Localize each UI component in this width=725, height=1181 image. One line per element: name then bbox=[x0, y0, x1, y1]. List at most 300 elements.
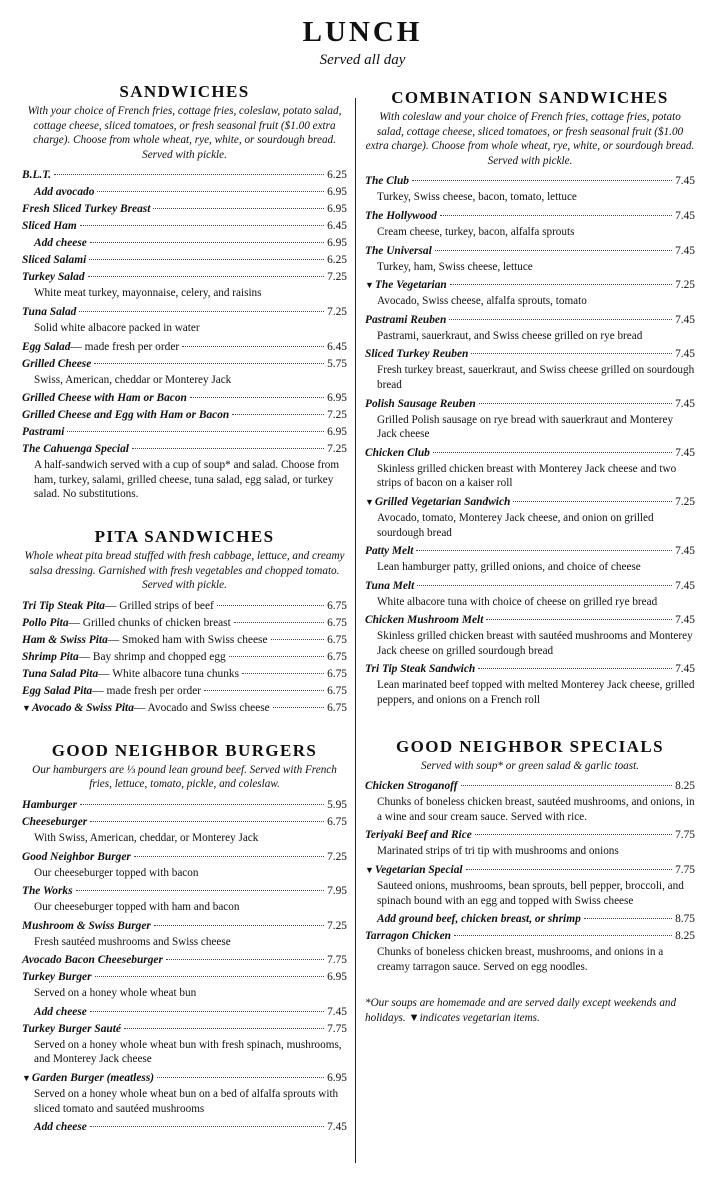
section-title: GOOD NEIGHBOR SPECIALS bbox=[396, 736, 664, 756]
menu-item-price: 7.45 bbox=[675, 348, 695, 361]
menu-item-row bbox=[365, 862, 695, 879]
dot-leader bbox=[97, 191, 324, 192]
menu-item-row bbox=[365, 494, 695, 511]
menu-item-description: Grilled Polish sausage on rye bread with sauerkraut and Monterey Jack cheese bbox=[377, 413, 674, 441]
item-list bbox=[22, 167, 347, 502]
menu-item-row bbox=[22, 269, 347, 286]
menu-item-price: 6.75 bbox=[327, 599, 347, 612]
dot-leader bbox=[416, 550, 672, 551]
menu-item-price: 6.95 bbox=[327, 203, 347, 216]
menu-item-row bbox=[22, 969, 347, 986]
menu-item-name: Shrimp Pita bbox=[22, 650, 79, 663]
dot-leader bbox=[67, 431, 324, 432]
menu-item bbox=[365, 543, 695, 575]
vegetarian-icon: ▼ bbox=[365, 865, 374, 876]
menu-item-row bbox=[22, 407, 347, 424]
dot-leader bbox=[450, 284, 672, 285]
menu-item-row bbox=[22, 252, 347, 269]
menu-item-row bbox=[22, 700, 347, 717]
dot-leader bbox=[166, 959, 324, 960]
menu-item bbox=[365, 243, 695, 275]
menu-item-name: Tarragon Chicken bbox=[365, 930, 451, 943]
dot-leader bbox=[584, 918, 672, 919]
menu-item-name: Turkey Burger bbox=[22, 971, 92, 984]
menu-item-name: The Vegetarian bbox=[374, 279, 447, 292]
menu-item-price: 7.45 bbox=[675, 175, 695, 188]
menu-item-price: 7.75 bbox=[675, 829, 695, 842]
menu-item-row bbox=[22, 218, 347, 235]
menu-item-row bbox=[365, 928, 695, 945]
menu-item bbox=[22, 441, 347, 502]
menu-item-row bbox=[365, 277, 695, 294]
menu-item-price: 6.75 bbox=[327, 667, 347, 680]
dot-leader bbox=[271, 639, 325, 640]
menu-item-price: 5.95 bbox=[327, 798, 347, 811]
dot-leader bbox=[90, 1126, 324, 1127]
menu-item-price: 6.25 bbox=[327, 254, 347, 267]
menu-item-name: Avocado & Swiss Pita bbox=[31, 701, 134, 714]
menu-item-price: 7.75 bbox=[327, 954, 347, 967]
menu-item-name: Grilled Vegetarian Sandwich bbox=[374, 495, 511, 508]
dot-leader bbox=[232, 414, 324, 415]
menu-item bbox=[22, 356, 347, 388]
menu-item-name: Grilled Cheese and Egg with Ham or Bacon bbox=[22, 409, 230, 422]
menu-item-name: Chicken Stroganoff bbox=[365, 780, 458, 793]
right-column bbox=[365, 88, 695, 1026]
menu-item bbox=[365, 277, 695, 309]
menu-item-row bbox=[22, 235, 347, 252]
menu-item-description: Lean hamburger patty, grilled onions, and choice of cheese bbox=[377, 561, 641, 574]
menu-item-row bbox=[22, 918, 347, 935]
menu-item-row bbox=[22, 1004, 347, 1021]
menu-item bbox=[22, 269, 347, 301]
menu-item-name: Garden Burger (meatless) bbox=[31, 1072, 155, 1085]
dot-leader bbox=[454, 935, 672, 936]
menu-item-price: 7.75 bbox=[675, 864, 695, 877]
dot-leader bbox=[461, 785, 673, 786]
menu-item-name: Sliced Salami bbox=[22, 254, 87, 267]
menu-item bbox=[365, 173, 695, 205]
menu-item-description: Served on a honey whole wheat bun bbox=[34, 987, 197, 1000]
menu-item-name: Chicken Mushroom Melt bbox=[365, 614, 484, 627]
menu-item-price: 6.25 bbox=[327, 169, 347, 182]
menu-item-description: Served on a honey whole wheat bun with fresh spinach, mushrooms, and Monterey Jack cheese bbox=[34, 1038, 342, 1066]
section-title: COMBINATION SANDWICHES bbox=[391, 88, 669, 107]
menu-item-row bbox=[22, 883, 347, 900]
menu-item-name: Teriyaki Beef and Rice bbox=[365, 829, 472, 842]
dot-leader bbox=[475, 834, 672, 835]
dot-leader bbox=[80, 804, 324, 805]
menu-item-name: B.L.T. bbox=[22, 169, 52, 182]
menu-item-price: 6.75 bbox=[327, 701, 347, 714]
menu-item-description: Lean marinated beef topped with melted Monterey Jack cheese, grilled peppers, and onions on a French roll bbox=[377, 679, 695, 707]
menu-item-description: A half-sandwich served with a cup of soup* and salad. Choose from ham, turkey, salami, grilled cheese, tuna salad, egg salad, or turkey salad. No substitutions. bbox=[34, 459, 340, 501]
menu-item-price: 7.75 bbox=[327, 1022, 347, 1035]
menu-item-name: The Cahuenga Special bbox=[22, 443, 129, 456]
menu-item-name: Pollo Pita bbox=[22, 616, 69, 629]
menu-item-price: 7.45 bbox=[675, 397, 695, 410]
menu-item-name: Chicken Club bbox=[365, 446, 430, 459]
menu-item bbox=[22, 1119, 347, 1136]
menu-item-row bbox=[22, 952, 347, 969]
menu-item-row bbox=[365, 312, 695, 329]
menu-item-row bbox=[22, 649, 347, 666]
dot-leader bbox=[134, 856, 324, 857]
dot-leader bbox=[76, 890, 325, 891]
menu-item-name: Tri Tip Steak Sandwich bbox=[365, 663, 476, 676]
menu-item-price: 8.25 bbox=[675, 930, 695, 943]
dot-leader bbox=[88, 276, 325, 277]
menu-item-note: — Smoked ham with Swiss cheese bbox=[107, 633, 268, 646]
item-list bbox=[365, 173, 695, 707]
section-title: SANDWICHES bbox=[119, 82, 250, 101]
section-description: Served with soup* or green salad & garlic toast. bbox=[420, 759, 640, 772]
menu-item bbox=[22, 235, 347, 252]
section-description: Whole wheat pita bread stuffed with fresh cabbage, lettuce, and creamy salsa dressing. Garnished with fresh vegetables and chopped tomato. Served with pickle. bbox=[24, 549, 345, 592]
dot-leader bbox=[479, 403, 672, 404]
menu-item-row bbox=[22, 797, 347, 814]
vegetarian-icon: ▼ bbox=[22, 702, 31, 713]
menu-item-name: The Club bbox=[365, 175, 409, 188]
menu-item-description: Served on a honey whole wheat bun on a bed of alfalfa sprouts with sliced tomato and sautéed mushrooms bbox=[34, 1088, 339, 1115]
menu-item bbox=[22, 814, 347, 846]
menu-item-note: — made fresh per order bbox=[92, 684, 202, 697]
menu-item-row bbox=[22, 304, 347, 321]
menu-item-price: 6.95 bbox=[327, 186, 347, 199]
dot-leader bbox=[273, 707, 324, 708]
menu-item-name: Polish Sausage Reuben bbox=[365, 397, 476, 410]
menu-item-description: White albacore tuna with choice of cheese on grilled rye bread bbox=[377, 595, 658, 608]
vegetarian-icon: ▼ bbox=[365, 280, 374, 291]
menu-item-name: Tuna Melt bbox=[365, 579, 415, 592]
menu-item-description: Our cheeseburger topped with ham and bacon bbox=[34, 901, 240, 914]
menu-item-row bbox=[22, 598, 347, 615]
dot-leader bbox=[433, 452, 672, 453]
menu-item bbox=[22, 598, 347, 615]
menu-item-price: 7.25 bbox=[327, 271, 347, 284]
menu-item-price: 7.45 bbox=[327, 1005, 347, 1018]
vegetarian-icon: ▼ bbox=[22, 1073, 31, 1084]
menu-item-name: Add cheese bbox=[34, 1005, 87, 1018]
menu-item-name: Add cheese bbox=[34, 1121, 87, 1134]
dot-leader bbox=[90, 1011, 324, 1012]
menu-item-row bbox=[22, 167, 347, 184]
menu-item bbox=[22, 1070, 347, 1116]
menu-item-price: 8.25 bbox=[675, 780, 695, 793]
menu-item-row bbox=[365, 827, 695, 844]
menu-item-name: Pastrami Reuben bbox=[365, 313, 447, 326]
menu-item-description: Pastrami, sauerkraut, and Swiss cheese grilled on rye bread bbox=[377, 329, 643, 342]
menu-item-row bbox=[365, 578, 695, 595]
menu-item bbox=[365, 612, 695, 658]
menu-item bbox=[365, 346, 695, 392]
menu-item-name: Grilled Cheese bbox=[22, 357, 92, 370]
menu-item-description: Fresh sautéed mushrooms and Swiss cheese bbox=[34, 935, 231, 948]
menu-item-price: 6.75 bbox=[327, 650, 347, 663]
item-list bbox=[22, 598, 347, 717]
menu-item bbox=[22, 797, 347, 814]
menu-item-name: Sliced Turkey Reuben bbox=[365, 348, 469, 361]
menu-item bbox=[365, 778, 695, 824]
menu-item-description: Chunks of boneless chicken breast, sautéed mushrooms, and onions, in a wine and sour cream sauce. Served with rice. bbox=[377, 796, 695, 823]
menu-item-price: 6.75 bbox=[327, 684, 347, 697]
dot-leader bbox=[90, 242, 324, 243]
menu-item-row bbox=[22, 201, 347, 218]
menu-item-name: Ham & Swiss Pita bbox=[22, 633, 108, 646]
menu-item-description: Swiss, American, cheddar or Monterey Jack bbox=[34, 373, 232, 386]
menu-item-name: Tuna Salad bbox=[22, 305, 77, 318]
menu-item-description: Cream cheese, turkey, bacon, alfalfa sprouts bbox=[377, 225, 575, 238]
dot-leader bbox=[513, 501, 672, 502]
menu-item bbox=[22, 252, 347, 269]
dot-leader bbox=[478, 668, 672, 669]
menu-item-price: 6.95 bbox=[327, 1072, 347, 1085]
menu-item bbox=[22, 649, 347, 666]
menu-item-row bbox=[22, 1021, 347, 1038]
dot-leader bbox=[204, 690, 324, 691]
dot-leader bbox=[486, 619, 672, 620]
menu-item bbox=[365, 312, 695, 344]
menu-item bbox=[22, 969, 347, 1001]
menu-item-name: Egg Salad Pita bbox=[22, 684, 93, 697]
menu-item-name: Hamburger bbox=[22, 798, 78, 811]
menu-item-price: 7.45 bbox=[675, 446, 695, 459]
menu-item bbox=[22, 304, 347, 336]
menu-item bbox=[365, 578, 695, 610]
menu-item-row bbox=[22, 339, 347, 356]
menu-item-row bbox=[365, 911, 695, 928]
dot-leader bbox=[217, 605, 324, 606]
dot-leader bbox=[95, 976, 325, 977]
menu-item-price: 6.45 bbox=[327, 220, 347, 233]
menu-item-name: Turkey Burger Sauté bbox=[22, 1022, 121, 1035]
menu-item-description: Chunks of boneless chicken breast, mushrooms, and onions in a creamy tarragon sauce. Served on egg noodles. bbox=[377, 946, 664, 973]
dot-leader bbox=[234, 622, 324, 623]
section-title: GOOD NEIGHBOR BURGERS bbox=[51, 740, 318, 760]
section-description: With your choice of French fries, cottage fries, coleslaw, potato salad, cottage cheese, sliced tomatoes, or fresh seasonal fruit ($1.00 extra charge). Choose from whole wheat, rye, white, or sourdough bread. Served with pickle. bbox=[27, 105, 342, 161]
menu-item bbox=[22, 632, 347, 649]
menu-item-price: 7.25 bbox=[327, 850, 347, 863]
menu-item bbox=[22, 184, 347, 201]
menu-item-price: 6.95 bbox=[327, 237, 347, 250]
dot-leader bbox=[154, 925, 324, 926]
menu-item bbox=[22, 883, 347, 915]
menu-item-row bbox=[365, 346, 695, 363]
item-list bbox=[22, 797, 347, 1136]
menu-item-name: Mushroom & Swiss Burger bbox=[22, 919, 151, 932]
section-pita bbox=[22, 527, 347, 717]
menu-item-price: 7.45 bbox=[675, 614, 695, 627]
menu-item-description: Skinless grilled chicken breast with sautéed mushrooms and Monterey Jack cheese on grilled sourdough bread bbox=[377, 630, 693, 657]
menu-item-row bbox=[365, 208, 695, 225]
menu-item-note: — Grilled strips of beef bbox=[105, 599, 214, 612]
menu-item-row bbox=[22, 390, 347, 407]
menu-item bbox=[22, 339, 347, 356]
menu-item bbox=[22, 201, 347, 218]
menu-item bbox=[22, 666, 347, 683]
menu-item bbox=[365, 396, 695, 442]
menu-item-note: — Grilled chunks of chicken breast bbox=[68, 616, 231, 629]
menu-item-price: 6.75 bbox=[327, 633, 347, 646]
menu-item-price: 7.45 bbox=[675, 545, 695, 558]
menu-item-name: Pastrami bbox=[22, 426, 65, 439]
menu-item-row bbox=[22, 615, 347, 632]
column-divider bbox=[355, 98, 356, 1163]
dot-leader bbox=[124, 1028, 324, 1029]
vegetarian-icon: ▼ bbox=[365, 496, 374, 507]
dot-leader bbox=[190, 397, 324, 398]
menu-title: LUNCH bbox=[302, 16, 423, 48]
menu-item-row bbox=[22, 1119, 347, 1136]
menu-item-row bbox=[22, 683, 347, 700]
menu-item-price: 7.45 bbox=[675, 244, 695, 257]
dot-leader bbox=[417, 585, 672, 586]
menu-item bbox=[22, 1004, 347, 1021]
menu-item-price: 6.95 bbox=[327, 392, 347, 405]
menu-item-description: Turkey, ham, Swiss cheese, lettuce bbox=[377, 260, 533, 273]
menu-item-price: 6.75 bbox=[327, 616, 347, 629]
menu-item-row bbox=[365, 173, 695, 190]
menu-item-row bbox=[365, 778, 695, 795]
menu-item bbox=[365, 911, 695, 928]
menu-item-row bbox=[22, 356, 347, 373]
menu-item-price: 7.25 bbox=[675, 495, 695, 508]
section-specials bbox=[365, 737, 695, 975]
menu-item bbox=[22, 167, 347, 184]
footnote: *Our soups are homemade and are served daily except weekends and holidays. ▼indicates vegetarian items. bbox=[365, 997, 677, 1024]
section-burgers bbox=[22, 741, 347, 1137]
section-description: With coleslaw and your choice of French fries, cottage fries, potato salad, cottage cheese, sliced tomatoes, or fresh seasonal fruit ($1.00 extra charge). Choose from whole wheat, rye, white, or sourdough bread. Served with pickle. bbox=[365, 111, 695, 167]
menu-item bbox=[22, 407, 347, 424]
menu-item-name: Patty Melt bbox=[365, 545, 414, 558]
menu-item-row bbox=[22, 424, 347, 441]
menu-item-name: Sliced Ham bbox=[22, 220, 77, 233]
menu-item-price: 7.25 bbox=[327, 443, 347, 456]
menu-item-name: The Universal bbox=[365, 244, 432, 257]
menu-item-note: — Bay shrimp and chopped egg bbox=[78, 650, 226, 663]
menu-item bbox=[22, 849, 347, 881]
menu-item-row bbox=[365, 612, 695, 629]
menu-item-name: Fresh Sliced Turkey Breast bbox=[22, 203, 151, 216]
menu-item-description: White meat turkey, mayonnaise, celery, and raisins bbox=[34, 287, 262, 300]
menu-item-description: Avocado, Swiss cheese, alfalfa sprouts, tomato bbox=[377, 295, 587, 308]
dot-leader bbox=[89, 259, 324, 260]
dot-leader bbox=[471, 353, 672, 354]
dot-leader bbox=[94, 363, 324, 364]
menu-item-price: 7.45 bbox=[675, 313, 695, 326]
dot-leader bbox=[229, 656, 324, 657]
item-list bbox=[365, 778, 695, 974]
menu-item bbox=[22, 615, 347, 632]
menu-item-row bbox=[22, 632, 347, 649]
menu-item bbox=[365, 827, 695, 859]
menu-item-name: The Works bbox=[22, 885, 73, 898]
menu-item-note: — made fresh per order bbox=[70, 340, 180, 353]
menu-item bbox=[22, 218, 347, 235]
left-column bbox=[22, 82, 347, 1136]
section-description: Our hamburgers are ⅓ pound lean ground beef. Served with French fries, lettuce, tomato, pickle, and coleslaw. bbox=[32, 763, 337, 791]
menu-item bbox=[22, 424, 347, 441]
menu-item-price: 8.75 bbox=[675, 913, 695, 926]
menu-item-description: Marinated strips of tri tip with mushrooms and onions bbox=[377, 845, 619, 858]
menu-item-row bbox=[22, 849, 347, 866]
menu-item-price: 7.25 bbox=[675, 279, 695, 292]
menu-item bbox=[365, 928, 695, 974]
menu-item-description: With Swiss, American, cheddar, or Monterey Jack bbox=[34, 831, 259, 844]
menu-item-price: 7.25 bbox=[327, 919, 347, 932]
dot-leader bbox=[466, 869, 672, 870]
menu-item-name: Add ground beef, chicken breast, or shrimp bbox=[377, 913, 581, 926]
dot-leader bbox=[182, 346, 324, 347]
menu-item-price: 6.95 bbox=[327, 971, 347, 984]
section-combination bbox=[365, 88, 695, 708]
menu-item bbox=[365, 494, 695, 540]
menu-item-price: 7.45 bbox=[675, 579, 695, 592]
dot-leader bbox=[132, 448, 324, 449]
menu-item-name: Avocado Bacon Cheeseburger bbox=[22, 954, 163, 967]
menu-item bbox=[22, 1021, 347, 1067]
menu-item-price: 7.45 bbox=[675, 209, 695, 222]
menu-item-note: — White albacore tuna chunks bbox=[98, 667, 240, 680]
menu-item bbox=[365, 208, 695, 240]
section-title: PITA SANDWICHES bbox=[94, 526, 275, 546]
menu-item-description: Sauteed onions, mushrooms, bean sprouts, bell pepper, broccoli, and spinach bound with an egg and topped with Swiss cheese bbox=[377, 880, 684, 907]
menu-item-name: Grilled Cheese with Ham or Bacon bbox=[22, 392, 187, 405]
menu-item-name: Turkey Salad bbox=[22, 271, 85, 284]
menu-item-description: Fresh turkey breast, sauerkraut, and Swiss cheese grilled on sourdough bread bbox=[377, 364, 695, 391]
menu-item-row bbox=[365, 396, 695, 413]
menu-item-name: Egg Salad bbox=[22, 340, 71, 353]
menu-item-name: Good Neighbor Burger bbox=[22, 850, 131, 863]
menu-subtitle: Served all day bbox=[319, 52, 406, 68]
menu-item-description: Avocado, tomato, Monterey Jack cheese, and onion on grilled sourdough bread bbox=[377, 511, 654, 539]
menu-item-price: 6.95 bbox=[327, 426, 347, 439]
menu-item bbox=[22, 952, 347, 969]
menu-item-description: Skinless grilled chicken breast with Monterey Jack cheese and two strips of bacon on a kaiser roll bbox=[377, 462, 677, 490]
menu-item-name: Add avocado bbox=[34, 186, 95, 199]
menu-item-row bbox=[22, 1070, 347, 1087]
menu-item-price: 5.75 bbox=[327, 357, 347, 370]
menu-item-row bbox=[365, 445, 695, 462]
dot-leader bbox=[80, 225, 324, 226]
menu-item-name: Add cheese bbox=[34, 237, 87, 250]
menu-item-price: 7.45 bbox=[327, 1121, 347, 1134]
dot-leader bbox=[157, 1077, 324, 1078]
menu-item-price: 6.45 bbox=[327, 340, 347, 353]
menu-item-row bbox=[22, 814, 347, 831]
dot-leader bbox=[412, 180, 672, 181]
menu-item-row bbox=[365, 661, 695, 678]
menu-item-row bbox=[22, 184, 347, 201]
menu-item-price: 6.75 bbox=[327, 815, 347, 828]
menu-item-description: Turkey, Swiss cheese, bacon, tomato, lettuce bbox=[377, 191, 577, 204]
menu-item-note: — Avocado and Swiss cheese bbox=[133, 701, 270, 714]
menu-item bbox=[22, 918, 347, 950]
menu-item bbox=[365, 661, 695, 707]
menu-item-price: 7.45 bbox=[675, 663, 695, 676]
menu-item bbox=[365, 862, 695, 908]
menu-item bbox=[365, 445, 695, 491]
menu-item bbox=[22, 390, 347, 407]
menu-item-row bbox=[22, 666, 347, 683]
menu-item-row bbox=[365, 543, 695, 560]
dot-leader bbox=[435, 250, 672, 251]
menu-item-name: Vegetarian Special bbox=[374, 864, 463, 877]
dot-leader bbox=[79, 311, 324, 312]
menu-item-price: 7.95 bbox=[327, 885, 347, 898]
menu-item-row bbox=[365, 243, 695, 260]
menu-item-row bbox=[22, 441, 347, 458]
